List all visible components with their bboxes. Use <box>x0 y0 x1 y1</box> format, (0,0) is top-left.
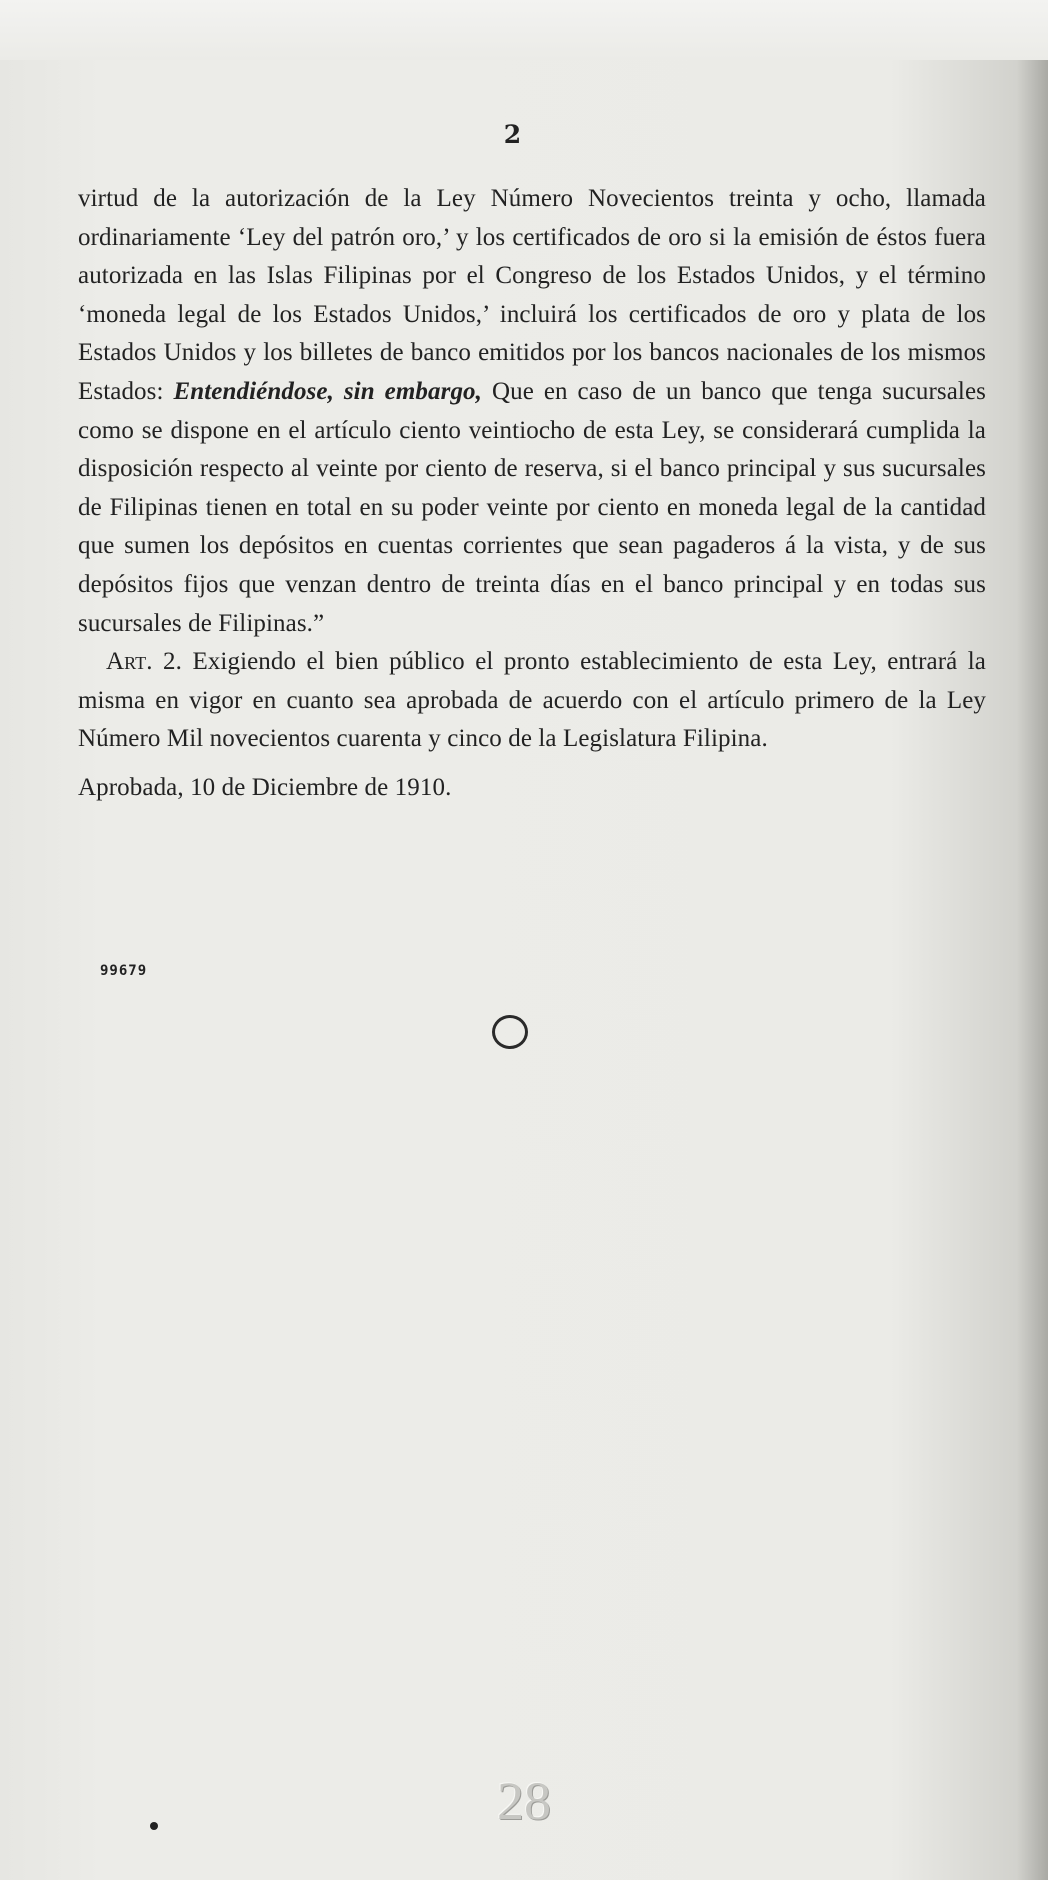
end-ornament-circle <box>492 1015 528 1049</box>
approval-line <box>78 769 986 808</box>
embossed-stamp-number: 28 <box>497 1771 551 1831</box>
paragraph-text: virtud de la autorización de la Ley Número Novecientos treinta y ocho, llamada ordinariamente ‘Ley del patrón oro,’ y los certificados de oro si la emisión de éstos fuera autorizada en las Islas Filipinas por el Congreso de los Estados Unidos, y el término ‘moneda legal de los Estados Unidos,’ incluirá los certificados de oro y plata de los Estados Unidos y los billetes de banco emitidos por los bancos nacionales de los mismos Estados: <box>78 185 986 405</box>
paragraph-text: Que en caso de un banco que tenga sucursales como se dispone en el artículo ciento veintiocho de esta Ley, se considerará cumplida la disposición respecto al veinte por ciento de reserva, si el banco principal y sus sucursales de Filipinas tienen en total en su poder veinte por ciento en moneda legal de la cantidad que sumen los depósitos en cuentas corrientes que sean pagaderos á la vista, y de sus depósitos fijos que venzan dentro de treinta días en el banco principal y en todas sus sucursales de Filipinas.” <box>78 377 986 637</box>
paragraph-continuation <box>78 180 986 643</box>
printer-code: 99679 <box>100 963 148 979</box>
article-2 <box>78 643 986 759</box>
page-top-edge <box>0 0 1048 60</box>
page-number: 2 <box>503 120 522 149</box>
article-text: Exigiendo el bien público el pronto establecimiento de esta Ley, entrará la misma en vigor en cuanto sea aprobada de acuerdo con el artículo primero de la Ley Número Mil novecientos cuarenta y cinco de la Legislatura Filipina. <box>78 648 986 753</box>
proviso-italic: Entendiéndose, sin embargo, <box>173 377 482 405</box>
article-label: Art. 2. <box>106 648 183 676</box>
document-body <box>78 180 986 808</box>
approval-text: Aprobada, 10 de Diciembre de 1910. <box>78 773 452 801</box>
